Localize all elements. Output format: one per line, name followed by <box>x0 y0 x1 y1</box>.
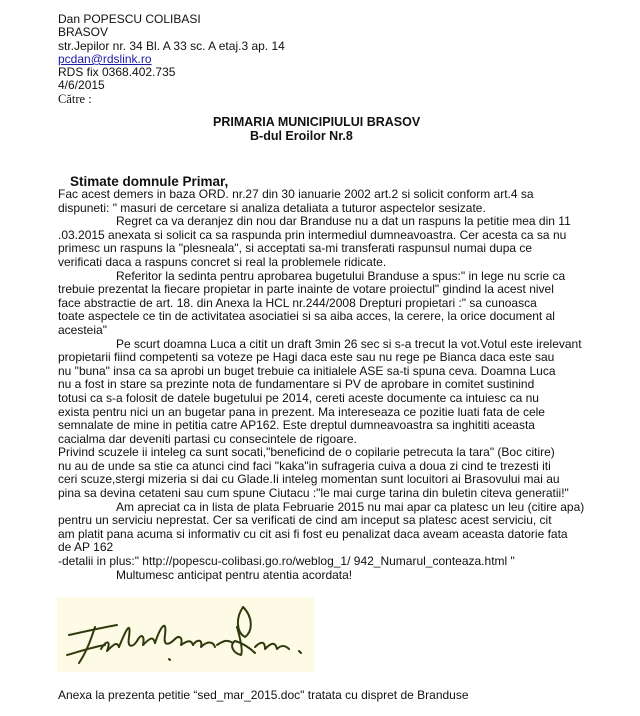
letter-line: -detalii in plus:" http://popescu-colibasi.go.ro/weblog_1/ 942_Numarul_conteaza.html " <box>58 554 515 569</box>
to-label: Către : <box>58 91 92 106</box>
signature-image <box>57 597 314 672</box>
sender-phone: RDS fix 0368.402.735 <box>58 65 176 80</box>
letter-line: Am apreciat ca in lista de plata Februarie 2015 nu mai apar ca platesc un leu (citire apa) <box>116 499 585 514</box>
sender-email-link[interactable]: pcdan@rdslink.ro <box>58 51 152 66</box>
letter-line: Multumesc anticipat pentru atentia acordata! <box>116 567 353 582</box>
letter-line: pina sa devina cetateni sau cum spune Ciutacu :"le mai curge tarina din buletin citeva generatii!" <box>58 486 569 501</box>
letter-line: toate aspectele ce tin de activitatea asociatiei si sa aiba acces, la cerere, la orice document al <box>58 309 555 324</box>
letter-line: propietarii fiind competenti sa voteze pe Hagi daca este sau nu rege pe Bianca daca este sau <box>58 350 555 365</box>
letter-line: nu au de unde sa stie ca atunci cind faci "kaka"in sufrageria cuiva a doua zi cind te trezesti iti <box>58 458 551 473</box>
letter-line: semnalate de mine in petitia catre AP162. Este dreptul dumneavoastra sa inghititi aceasta <box>58 418 535 433</box>
annex-note: Anexa la prezenta petitie “sed_mar_2015.doc" tratata cu dispret de Branduse <box>58 688 469 702</box>
letter-date: 4/6/2015 <box>58 78 105 93</box>
letter-line: cacialma dar deveniti partasi cu consecintele de rigoare. <box>58 431 357 446</box>
salutation: Stimate domnule Primar, <box>70 174 229 189</box>
letter-line: Regret ca va deranjez din nou dar Branduse nu a dat un raspuns la petitie mea din 11 <box>116 214 571 229</box>
letter-line: face abstractie de art. 18. din Anexa la HCL nr.244/2008 Drepturi propietari :" sa cunoasca <box>58 295 537 310</box>
recipient-address: B-dul Eroilor Nr.8 <box>250 129 353 143</box>
recipient-institution: PRIMARIA MUNICIPIULUI BRASOV <box>213 115 421 129</box>
letter-body <box>58 188 638 582</box>
letter-line: Referitor la sedinta pentru aprobarea bugetului Branduse a spus:" in lege nu scrie ca <box>116 268 566 283</box>
signature-icon <box>57 597 314 672</box>
letter-line: am platit pana acuma si informativ cu cit asi fi fost eu penalizat daca aveam aceasta datorie fata <box>58 526 568 541</box>
sender-block <box>58 13 285 106</box>
letter-line: acesteia" <box>58 322 107 337</box>
letter-line: de AP 162 <box>58 540 114 555</box>
letter-line: Pe scurt doamna Luca a citit un draft 3min 26 sec si s-a trecut la vot.Votul este irelevant <box>116 336 582 351</box>
letter-line: Privind scuzele ii inteleg ca sunt socati,"beneficind de o copilarie petrecuta la tara" (Boc citire) <box>58 445 555 460</box>
letter-line: Fac acest demers in baza ORD. nr.27 din 30 ianuarie 2002 art.2 si solicit conform art.4 sa <box>58 187 534 201</box>
sender-city: BRASOV <box>58 25 109 40</box>
letter-line: totusi ca s-a folosit de datele bugetului pe 2014, cereti aceste documente ca intuiesc ca nu <box>58 390 539 405</box>
letter-line: pentru un serviciu neprestat. Cer sa verificati de cind am inceput sa platesc acest serviciu, cit <box>58 513 552 528</box>
letter-line: nu a fost in stare sa prezinte nota de fundamentare si PV de aprobare in comitet sustinind <box>58 377 535 392</box>
letter-line: exista pentru nici un an bugetar pana in prezent. Ma intereseaza ce pozitie luati fata de cele <box>58 404 545 419</box>
sender-address: str.Jepilor nr. 34 Bl. A 33 sc. A etaj.3 ap. 14 <box>58 38 285 53</box>
letter-line: .03.2015 anexata si solicit ca sa raspunda prin intermediul dumneavoastra. Cer acesta ca sa nu <box>58 227 567 242</box>
letter-line: nu "buna" insa ca sa aprobi un buget trebuie ca initialele ASE sa-ti spuna ceva. Doamna Luca <box>58 363 556 378</box>
letter-line: trebuie prezentat la fiecare propietar in parte inainte de votare proiectul" gindind la acest nivel <box>58 282 554 297</box>
letter-line: primesc un raspuns la "plesneala", si acceptati sa-mi transferati raspunsul numai dupa ce <box>58 241 533 256</box>
letter-line: dispuneti: " masuri de cercetare si analiza detaliata a tuturor aspectelor sesizate. <box>58 200 486 215</box>
letter-line: ceri scuze,stergi mizeria si dai cu Glade.Ii inteleg momentan sunt locuitori ai Brasovului mai au <box>58 472 560 487</box>
letter-line: verificati daca a raspuns concret si real la problemele ridicate. <box>58 254 387 269</box>
sender-name: Dan POPESCU COLIBASI <box>58 12 201 26</box>
